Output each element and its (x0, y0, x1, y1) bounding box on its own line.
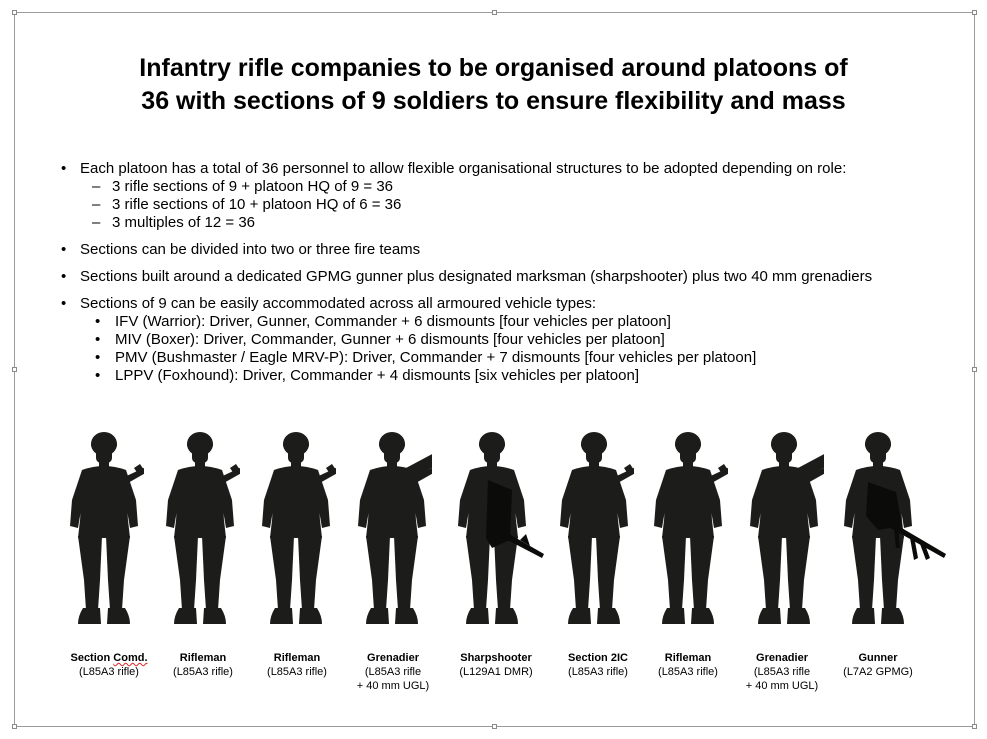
sub-item-text: 3 rifle sections of 10 + platoon HQ of 6 = 36 (112, 196, 402, 213)
weapon-label: (L85A3 rifle (364, 666, 422, 678)
soldier-caption (727, 651, 837, 693)
soldier-caption (441, 651, 551, 679)
bullet-dot: • (61, 160, 67, 177)
soldier-caption (823, 651, 933, 679)
weapon-label: (L85A3 rifle (753, 666, 811, 678)
sub-item (92, 214, 938, 232)
bullet-marker: • (95, 331, 101, 348)
dash-marker: – (92, 214, 101, 231)
bullet-item (58, 295, 938, 385)
role-label: Section Comd. (70, 652, 148, 664)
weapon-label-line-2: + 40 mm UGL) (745, 680, 819, 692)
weapon-label: (L85A3 rifle) (658, 666, 718, 678)
bullet-dot: • (61, 268, 67, 285)
role-label: Rifleman (179, 652, 227, 664)
rifleman-icon (554, 430, 634, 630)
sharpshooter-icon (452, 430, 552, 630)
gunner-icon (838, 430, 953, 630)
resize-handle[interactable] (972, 367, 977, 372)
sub-item (95, 313, 938, 331)
sub-item-text: 3 multiples of 12 = 36 (112, 214, 256, 231)
bullet-text: Sections of 9 can be easily accommodated across all armoured vehicle types: (80, 295, 597, 312)
role-label: Sharpshooter (460, 652, 532, 664)
sub-item-text: LPPV (Foxhound): Driver, Commander + 4 dismounts [six vehicles per platoon] (115, 367, 639, 384)
sub-list (92, 178, 938, 232)
role-label: Section 2IC (568, 652, 628, 664)
sub-item (95, 367, 938, 385)
role-label: Rifleman (664, 652, 712, 664)
rifleman-icon (64, 430, 144, 630)
sub-item-text: MIV (Boxer): Driver, Commander, Gunner + 6 dismounts [four vehicles per platoon] (115, 331, 665, 348)
bullet-text: Each platoon has a total of 36 personnel to allow flexible organisational structures to be adopted depending on role: (80, 160, 847, 177)
resize-handle[interactable] (12, 10, 17, 15)
role-label: Gunner (858, 652, 898, 664)
sub-item (92, 196, 938, 214)
resize-handle[interactable] (12, 367, 17, 372)
role-label: Grenadier (367, 652, 419, 664)
role-label: Rifleman (273, 652, 321, 664)
title-line-1: Infantry rifle companies to be organised around platoons of (139, 54, 848, 82)
soldier-caption (242, 651, 352, 679)
sub-list (95, 313, 938, 385)
bullet-marker: • (95, 313, 101, 330)
page-title (40, 52, 947, 118)
resize-handle[interactable] (972, 10, 977, 15)
weapon-label: (L7A2 GPMG) (843, 666, 913, 678)
weapon-label: (L85A3 rifle) (267, 666, 327, 678)
sub-item-text: IFV (Warrior): Driver, Gunner, Commander + 6 dismounts [four vehicles per platoon] (115, 313, 671, 330)
bullet-list (58, 160, 938, 394)
sub-item-text: 3 rifle sections of 9 + platoon HQ of 9 = 36 (112, 178, 394, 195)
bullet-dot: • (61, 295, 67, 312)
sub-item (95, 331, 938, 349)
bullet-marker: • (95, 349, 101, 366)
weapon-label: (L129A1 DMR) (459, 666, 533, 678)
bullet-text: Sections built around a dedicated GPMG gunner plus designated marksman (sharpshooter) plus two 40 mm grenadiers (80, 268, 873, 285)
resize-handle[interactable] (12, 724, 17, 729)
bullet-dot: • (61, 241, 67, 258)
bullet-item (58, 268, 938, 286)
soldier-caption (338, 651, 448, 693)
sub-item (92, 178, 938, 196)
section-silhouettes (60, 430, 960, 630)
resize-handle[interactable] (492, 724, 497, 729)
bullet-marker: • (95, 367, 101, 384)
dash-marker: – (92, 196, 101, 213)
role-label: Grenadier (756, 652, 808, 664)
rifleman-icon (648, 430, 728, 630)
title-line-2: 36 with sections of 9 soldiers to ensure flexibility and mass (141, 87, 846, 115)
rifleman-icon (160, 430, 240, 630)
weapon-label: (L85A3 rifle) (568, 666, 628, 678)
bullet-text: Sections can be divided into two or three fire teams (80, 241, 421, 258)
grenadier-icon (744, 430, 824, 630)
weapon-label: (L85A3 rifle) (173, 666, 233, 678)
weapon-label-line-2: + 40 mm UGL) (356, 680, 430, 692)
sub-item (95, 349, 938, 367)
dash-marker: – (92, 178, 101, 195)
grenadier-icon (352, 430, 432, 630)
bullet-item (58, 160, 938, 232)
rifleman-icon (256, 430, 336, 630)
resize-handle[interactable] (492, 10, 497, 15)
weapon-label: (L85A3 rifle) (79, 666, 139, 678)
resize-handle[interactable] (972, 724, 977, 729)
bullet-item (58, 241, 938, 259)
spellcheck-underline: Comd. (113, 652, 148, 664)
sub-item-text: PMV (Bushmaster / Eagle MRV-P): Driver, Commander + 7 dismounts [four vehicles per platoon] (115, 349, 757, 366)
